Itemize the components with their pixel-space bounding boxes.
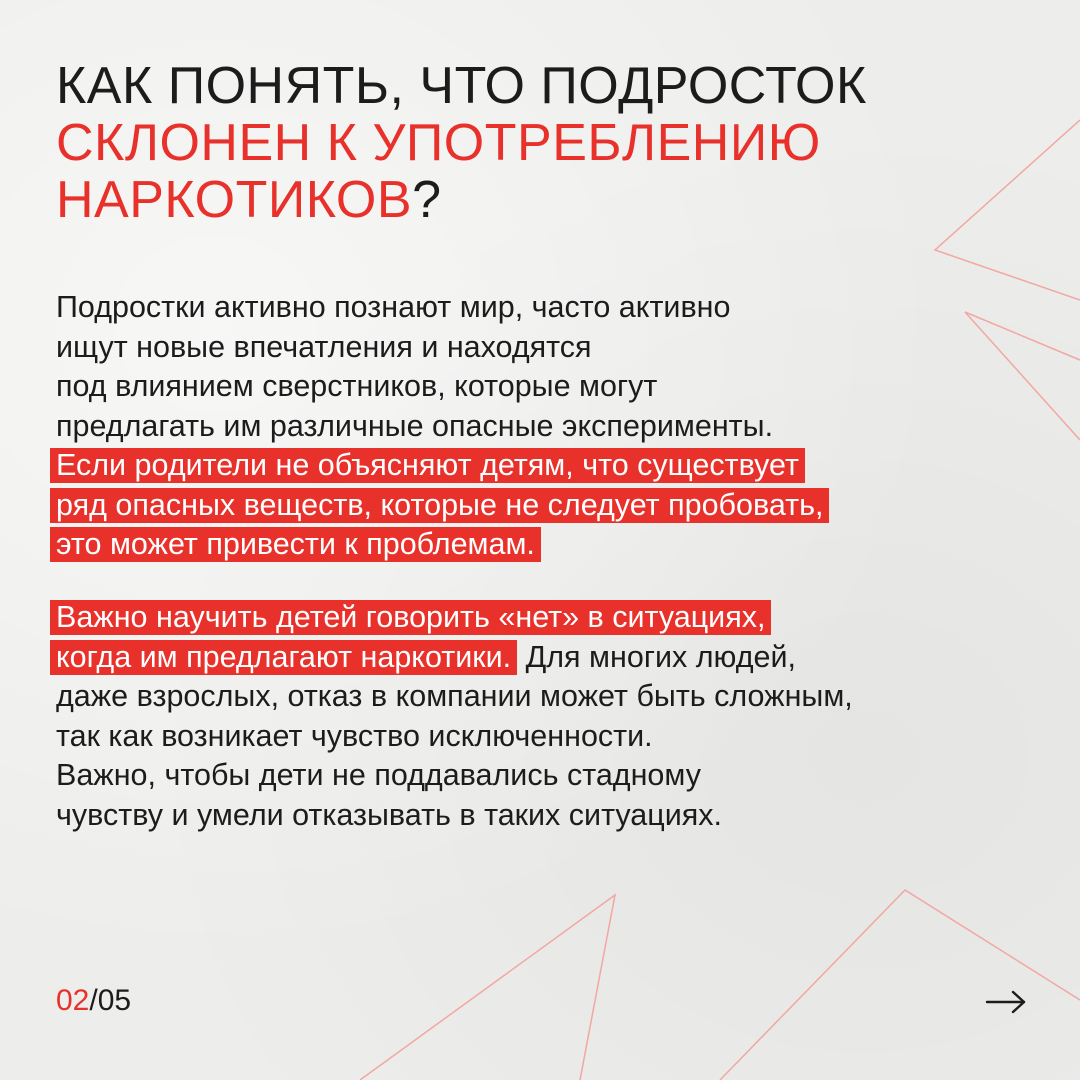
- highlight-text: Важно научить детей говорить «нет» в ситуациях,: [50, 600, 771, 635]
- page-separator: /: [89, 984, 98, 1017]
- title-line-3: [56, 172, 1016, 229]
- page-title: [56, 58, 1016, 229]
- highlighted-line: [56, 598, 1056, 638]
- highlight-text: ряд опасных веществ, которые не следует пробовать,: [50, 488, 829, 523]
- highlighted-line: [56, 525, 1056, 565]
- highlighted-line: [56, 486, 1056, 526]
- title-line-1: КАК ПОНЯТЬ, ЧТО ПОДРОСТОК: [56, 57, 867, 115]
- plain-text: Для многих людей,: [517, 639, 796, 674]
- highlight-text: Если родители не объясняют детям, что существует: [50, 448, 805, 483]
- next-slide-button[interactable]: [984, 984, 1028, 1020]
- title-question-mark: ?: [412, 171, 442, 229]
- current-page-number: 02: [56, 984, 90, 1017]
- paragraph-line: под влиянием сверстников, которые могут: [56, 369, 658, 403]
- page-indicator: [56, 983, 131, 1019]
- paragraph-line: предлагать им различные опасные эксперименты.: [56, 408, 774, 443]
- arrow-right-icon: [984, 984, 1028, 1020]
- paragraph-1: [56, 288, 1056, 565]
- highlight-text: это может привести к проблемам.: [50, 527, 541, 562]
- paragraph-line: чувству и умели отказывать в таких ситуациях.: [56, 797, 722, 832]
- highlighted-line: [56, 446, 1056, 486]
- title-line-2: СКЛОНЕН К УПОТРЕБЛЕНИЮ: [56, 114, 821, 172]
- highlight-text: когда им предлагают наркотики.: [50, 640, 517, 675]
- total-page-count: 05: [97, 984, 132, 1017]
- paragraph-line: даже взрослых, отказ в компании может быть сложным,: [56, 679, 853, 713]
- mixed-line: [56, 638, 1056, 678]
- paragraph-2: [56, 598, 1056, 835]
- paragraph-line: Важно, чтобы дети не поддавались стадному: [56, 758, 701, 792]
- title-highlight-word: НАРКОТИКОВ: [56, 171, 413, 229]
- paragraph-line: Подростки активно познают мир, часто активно: [56, 290, 731, 324]
- paragraph-line: ищут новые впечатления и находятся: [56, 329, 592, 364]
- paragraph-line: так как возникает чувство исключенности.: [56, 718, 653, 753]
